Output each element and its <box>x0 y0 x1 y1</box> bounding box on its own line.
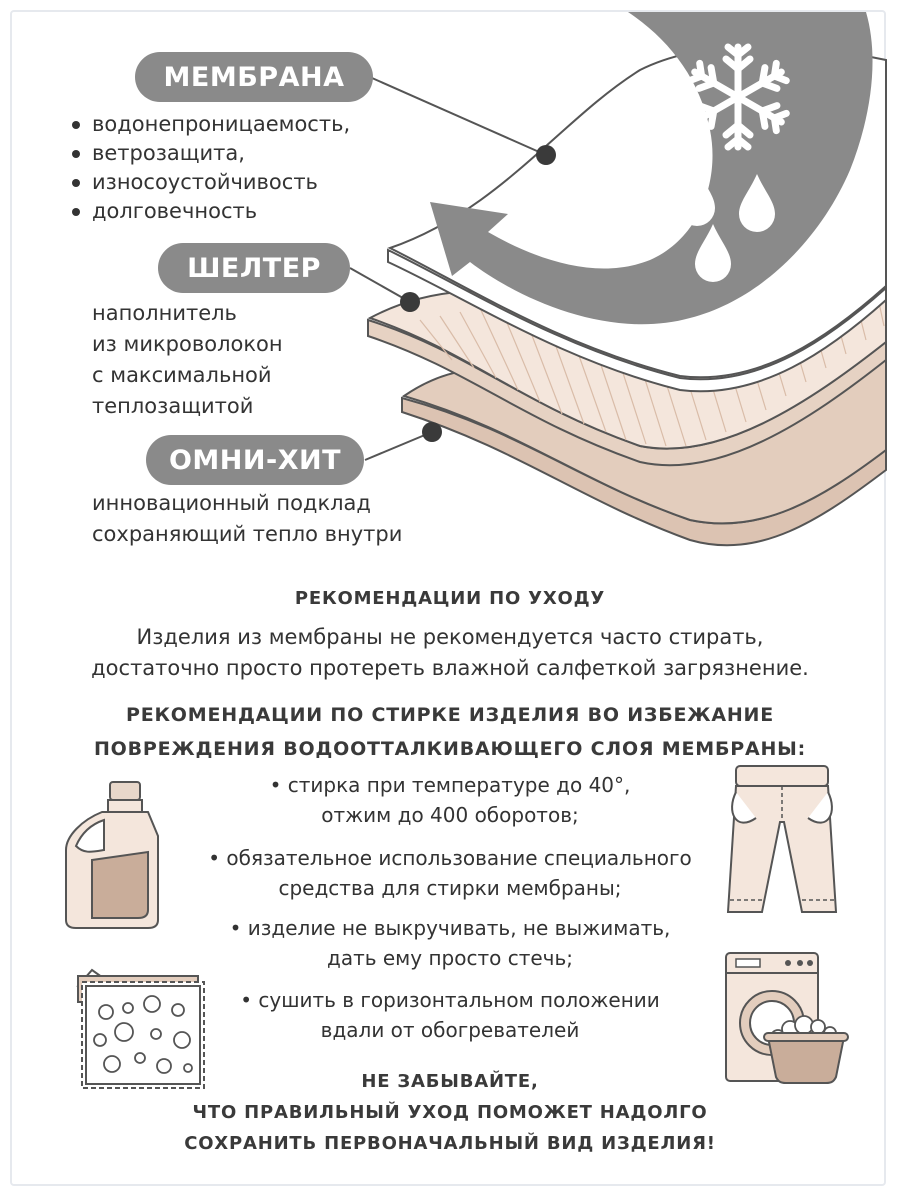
description-line: с максимальной <box>92 363 272 387</box>
reminder-line: НЕ ЗАБЫВАЙТЕ, <box>361 1071 539 1092</box>
rule-line: средства для стирки мембраны; <box>278 876 622 900</box>
feature-item: износоустойчивость <box>72 168 350 197</box>
shelter-label: ШЕЛТЕР <box>187 252 321 284</box>
description-line: из микроволокон <box>92 332 283 356</box>
rule-line: вдали от обогревателей <box>320 1018 580 1042</box>
care-text-line: достаточно просто протереть влажной салфеткой загрязнение. <box>91 656 809 680</box>
description-line: наполнитель <box>92 301 237 325</box>
washing-rule <box>150 843 750 903</box>
description-line: инновационный подклад <box>92 491 371 515</box>
reminder-text <box>0 1066 900 1159</box>
snowflake-icon <box>683 42 793 152</box>
reminder-line: СОХРАНИТЬ ПЕРВОНАЧАЛЬНЫЙ ВИД ИЗДЕЛИЯ! <box>184 1133 716 1154</box>
detergent-bottle-icon <box>62 780 172 930</box>
shelter-pointer-line <box>350 268 410 302</box>
water-drop-icon <box>675 168 785 288</box>
description-line: теплозащитой <box>92 394 254 418</box>
washing-rule <box>150 913 750 973</box>
washing-rule <box>150 985 750 1045</box>
shelter-pill <box>158 243 350 293</box>
washing-title-line: РЕКОМЕНДАЦИИ ПО СТИРКЕ ИЗДЕЛИЯ ВО ИЗБЕЖАНИЕ <box>125 704 775 726</box>
feature-item: ветрозащита, <box>72 139 350 168</box>
washing-rule <box>150 770 750 830</box>
rule-line: • стирка при температуре до 40°, <box>269 773 631 797</box>
pants-icon <box>722 762 842 922</box>
feature-item: водонепроницаемость, <box>72 110 350 139</box>
membrane-features <box>72 110 350 226</box>
membrane-pointer-line <box>372 78 546 155</box>
omni-heat-pill <box>146 435 364 485</box>
omni-heat-label: ОМНИ-ХИТ <box>168 444 342 476</box>
washing-machine-icon <box>722 945 852 1085</box>
washing-title-line: ПОВРЕЖДЕНИЯ ВОДООТТАЛКИВАЮЩЕГО СЛОЯ МЕМБРАНЫ: <box>93 738 807 760</box>
rule-line: • сушить в горизонтальном положении <box>240 988 660 1012</box>
care-text-line: Изделия из мембраны не рекомендуется часто стирать, <box>136 625 764 649</box>
membrane-label: МЕМБРАНА <box>163 61 345 93</box>
description-line: сохраняющий тепло внутри <box>92 522 403 546</box>
omni-heat-description <box>92 488 402 550</box>
care-text <box>0 622 900 684</box>
rule-line: отжим до 400 оборотов; <box>321 803 579 827</box>
membrane-pill <box>135 52 373 102</box>
rule-line: • изделие не выкручивать, не выжимать, <box>229 916 671 940</box>
feature-item: долговечность <box>72 197 350 226</box>
reminder-line: ЧТО ПРАВИЛЬНЫЙ УХОД ПОМОЖЕТ НАДОЛГО <box>192 1102 708 1123</box>
washing-title <box>0 698 900 766</box>
shelter-description <box>92 298 283 422</box>
rule-line: дать ему просто стечь; <box>326 946 573 970</box>
rule-line: • обязательное использование специального <box>208 846 692 870</box>
care-title: РЕКОМЕНДАЦИИ ПО УХОДУ <box>294 588 606 609</box>
omni-heat-pointer-line <box>365 432 432 460</box>
